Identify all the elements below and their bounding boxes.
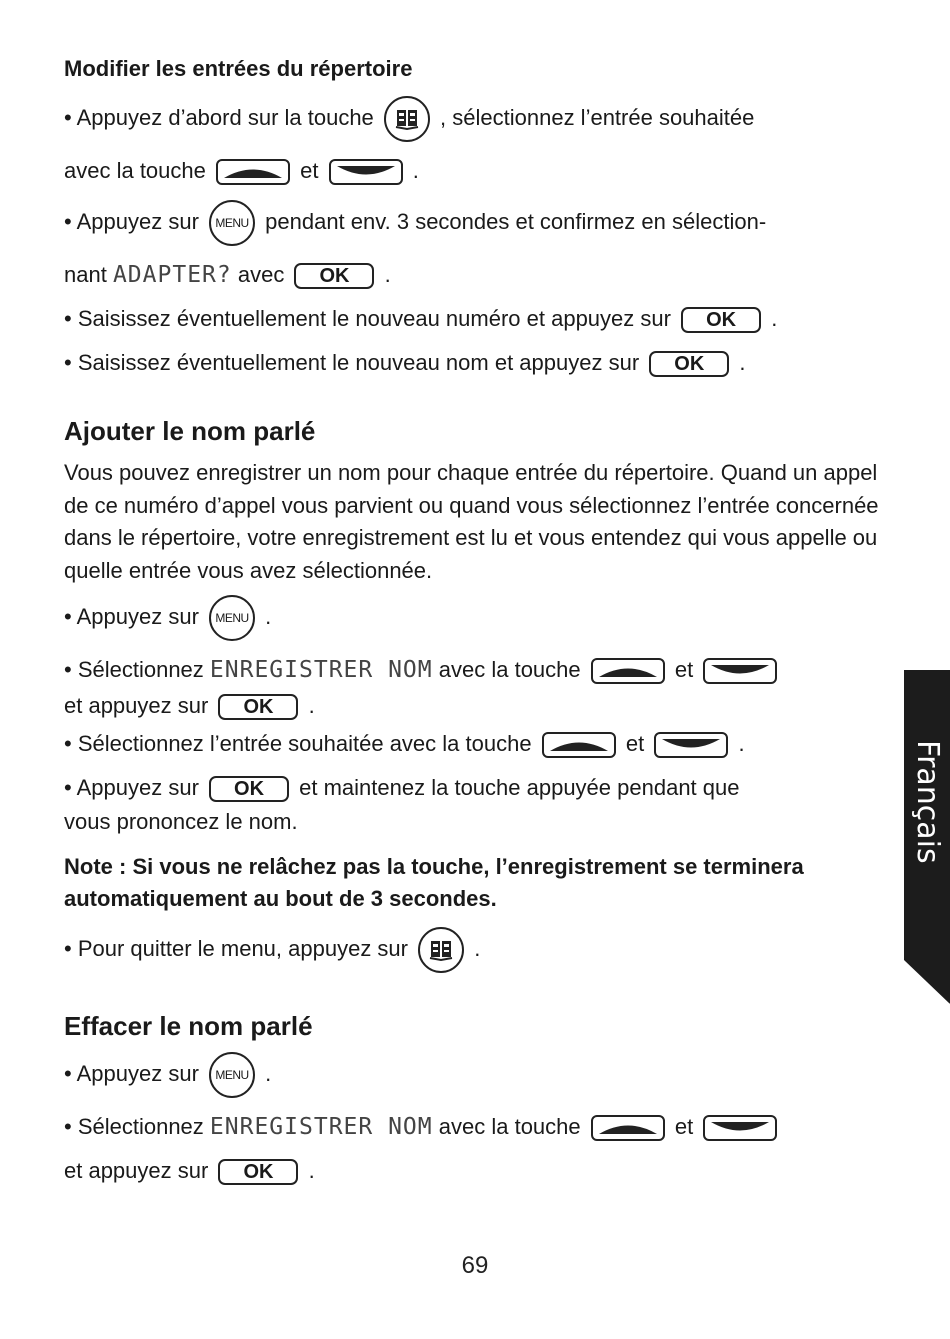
nav-up-key-icon [216,159,290,185]
modify-bullet-4: • Saisissez éventuellement le nouveau nom et appuyez sur OK . [64,350,746,376]
manual-page [64,56,884,1200]
menu-key-icon: MENU [209,200,255,246]
add-bullet-2-cont: et appuyez sur OK . [64,693,315,719]
modify-bullet-3: • Saisissez éventuellement le nouveau numéro et appuyez sur OK . [64,306,778,332]
add-bullet-4-cont: vous prononcez le nom. [64,809,298,834]
modify-bullet-2-cont: nant ADAPTER? avec OK . [64,262,391,288]
lcd-text-record-name: ENREGISTRER NOM [209,657,433,683]
ok-key-icon: OK [681,307,761,333]
ok-key-icon: OK [294,263,374,289]
nav-down-key-icon [703,658,777,684]
nav-down-key-icon [703,1115,777,1141]
add-bullet-4: • Appuyez sur OK et maintenez la touche appuyée pendant que [64,775,740,801]
lcd-text-record-name: ENREGISTRER NOM [209,1114,433,1140]
modify-bullet-1: • Appuyez d’abord sur la touche , sélectionnez l’entrée souhaitée [64,96,884,142]
side-tab-corner [904,960,950,1004]
erase-bullet-1: • Appuyez sur MENU . [64,1052,884,1098]
add-title: Ajouter le nom parlé [64,416,316,446]
phonebook-key-icon [384,96,430,142]
modify-bullet-2: • Appuyez sur MENU pendant env. 3 secondes et confirmez en sélection- [64,200,884,246]
menu-key-icon: MENU [209,595,255,641]
add-bullet-1: • Appuyez sur MENU . [64,595,884,641]
ok-key-icon: OK [209,776,289,802]
add-note: Note : Si vous ne relâchez pas la touche, l’enregistrement se terminera automatiquement au bout de 3 secondes. [64,854,804,911]
modify-title: Modifier les entrées du répertoire [64,56,413,81]
nav-up-key-icon [542,732,616,758]
ok-key-icon: OK [218,694,298,720]
page-number: 69 [461,1252,489,1279]
add-bullet-3: • Sélectionnez l’entrée souhaitée avec la touche et . [64,729,884,759]
erase-bullet-2: • Sélectionnez ENREGISTRER NOM avec la touche et [64,1112,884,1142]
modify-bullet-1-cont: avec la touche et . [64,156,884,186]
lcd-text-adapter: ADAPTER? [112,262,232,288]
erase-title: Effacer le nom parlé [64,1011,313,1041]
phonebook-key-icon [418,927,464,973]
erase-bullet-2-cont: et appuyez sur OK . [64,1158,315,1184]
add-bullet-2: • Sélectionnez ENREGISTRER NOM avec la touche et [64,655,884,685]
ok-key-icon: OK [218,1159,298,1185]
nav-down-key-icon [654,732,728,758]
ok-key-icon: OK [649,351,729,377]
menu-key-icon: MENU [209,1052,255,1098]
nav-up-key-icon [591,658,665,684]
language-label: Français [910,740,945,864]
add-bullet-5: • Pour quitter le menu, appuyez sur . [64,927,884,973]
nav-up-key-icon [591,1115,665,1141]
add-intro: Vous pouvez enregistrer un nom pour chaque entrée du répertoire. Quand un appel de ce numéro d’appel vous parvient ou quand vous sélectionnez l’entrée concernée dans le répertoire, votre enregistrement est lu et vous entendez qui vous appelle ou quelle entrée vous avez sélectionnée. [64,460,879,583]
nav-down-key-icon [329,159,403,185]
